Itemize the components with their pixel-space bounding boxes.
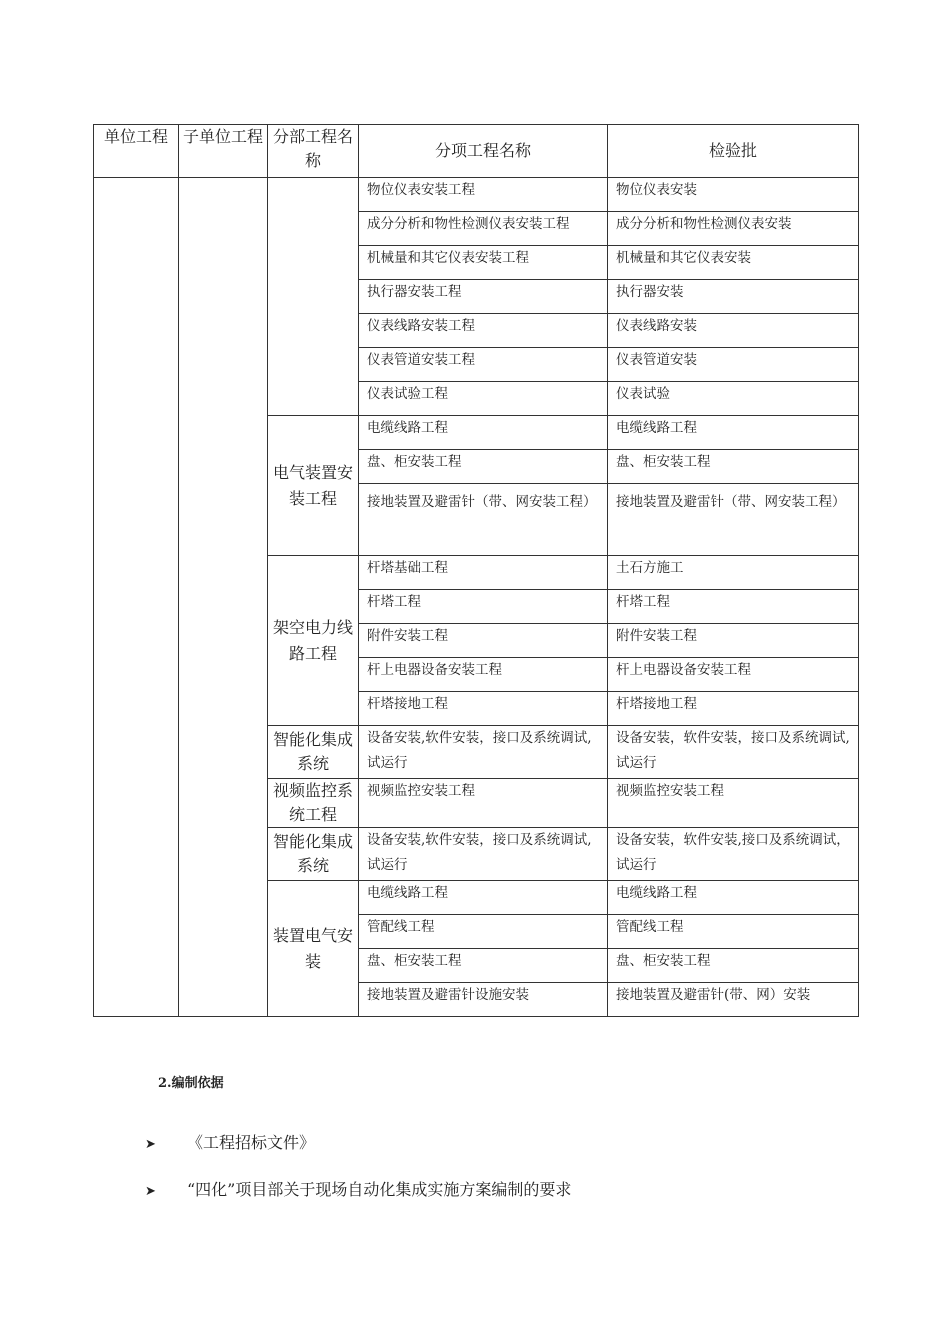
bullet-item (145, 1177, 571, 1200)
batch-cell: 仪表线路安装 (608, 314, 859, 348)
batch-cell: 接地装置及避雷针(带、网）安装 (608, 983, 859, 1017)
division-cell: 智能化集成系统 (268, 828, 359, 881)
division-cell: 电气装置安装工程 (268, 416, 359, 556)
subitem-cell: 视频监控安装工程 (359, 779, 608, 828)
subitem-cell: 设备安装,软件安装，接口及系统调试,试运行 (359, 726, 608, 779)
subitem-cell: 设备安装,软件安装，接口及系统调试,试运行 (359, 828, 608, 881)
batch-cell: 盘、柜安装工程 (608, 949, 859, 983)
engineering-division-table (93, 124, 859, 1017)
subunit-cell (179, 178, 268, 1017)
header-subitem: 分项工程名称 (359, 125, 608, 178)
subitem-cell: 执行器安装工程 (359, 280, 608, 314)
subitem-cell: 电缆线路工程 (359, 416, 608, 450)
batch-cell: 执行器安装 (608, 280, 859, 314)
batch-cell: 杆塔工程 (608, 590, 859, 624)
subitem-cell: 杆塔工程 (359, 590, 608, 624)
division-cell: 架空电力线路工程 (268, 556, 359, 726)
batch-cell: 视频监控安装工程 (608, 779, 859, 828)
division-cell (268, 178, 359, 416)
subitem-cell: 杆上电器设备安装工程 (359, 658, 608, 692)
unit-cell (94, 178, 179, 1017)
subitem-cell: 杆塔接地工程 (359, 692, 608, 726)
batch-cell: 设备安装，软件安装，接口及系统调试,试运行 (608, 726, 859, 779)
batch-cell: 杆上电器设备安装工程 (608, 658, 859, 692)
subitem-cell: 附件安装工程 (359, 624, 608, 658)
batch-cell: 设备安装，软件安装,接口及系统调试，试运行 (608, 828, 859, 881)
batch-cell: 机械量和其它仪表安装 (608, 246, 859, 280)
subitem-cell: 物位仪表安装工程 (359, 178, 608, 212)
arrowhead-icon: ➤ (145, 1184, 156, 1199)
batch-cell: 仪表管道安装 (608, 348, 859, 382)
batch-cell: 接地装置及避雷针（带、网安装工程） (608, 484, 859, 556)
bullet-item (145, 1130, 315, 1153)
division-cell: 装置电气安装 (268, 881, 359, 1017)
batch-cell: 土石方施工 (608, 556, 859, 590)
arrowhead-icon: ➤ (145, 1137, 156, 1152)
subitem-cell: 电缆线路工程 (359, 881, 608, 915)
header-batch: 检验批 (608, 125, 859, 178)
batch-cell: 仪表试验 (608, 382, 859, 416)
division-cell: 智能化集成系统 (268, 726, 359, 779)
batch-cell: 物位仪表安装 (608, 178, 859, 212)
batch-cell: 管配线工程 (608, 915, 859, 949)
subitem-cell: 机械量和其它仪表安装工程 (359, 246, 608, 280)
header-subunit: 子单位工程 (179, 125, 268, 178)
header-division: 分部工程名称 (268, 125, 359, 178)
batch-cell: 成分分析和物性检测仪表安装 (608, 212, 859, 246)
subitem-cell: 仪表管道安装工程 (359, 348, 608, 382)
batch-cell: 杆塔接地工程 (608, 692, 859, 726)
bullet-text: 《工程招标文件》 (187, 1133, 316, 1152)
subitem-cell: 仪表试验工程 (359, 382, 608, 416)
table-header-row (94, 125, 859, 178)
table-row (94, 178, 859, 212)
header-unit: 单位工程 (94, 125, 179, 178)
division-cell: 视频监控系统工程 (268, 779, 359, 828)
batch-cell: 电缆线路工程 (608, 881, 859, 915)
batch-cell: 附件安装工程 (608, 624, 859, 658)
bullet-text: “四化”项目部关于现场自动化集成实施方案编制的要求 (187, 1180, 572, 1199)
subitem-cell: 管配线工程 (359, 915, 608, 949)
batch-cell: 电缆线路工程 (608, 416, 859, 450)
batch-cell: 盘、柜安装工程 (608, 450, 859, 484)
section-heading: 2.编制依据 (158, 1076, 224, 1091)
subitem-cell: 盘、柜安装工程 (359, 949, 608, 983)
subitem-cell: 仪表线路安装工程 (359, 314, 608, 348)
subitem-cell: 成分分析和物性检测仪表安装工程 (359, 212, 608, 246)
subitem-cell: 接地装置及避雷针设施安装 (359, 983, 608, 1017)
subitem-cell: 接地装置及避雷针（带、网安装工程） (359, 484, 608, 556)
subitem-cell: 盘、柜安装工程 (359, 450, 608, 484)
subitem-cell: 杆塔基础工程 (359, 556, 608, 590)
